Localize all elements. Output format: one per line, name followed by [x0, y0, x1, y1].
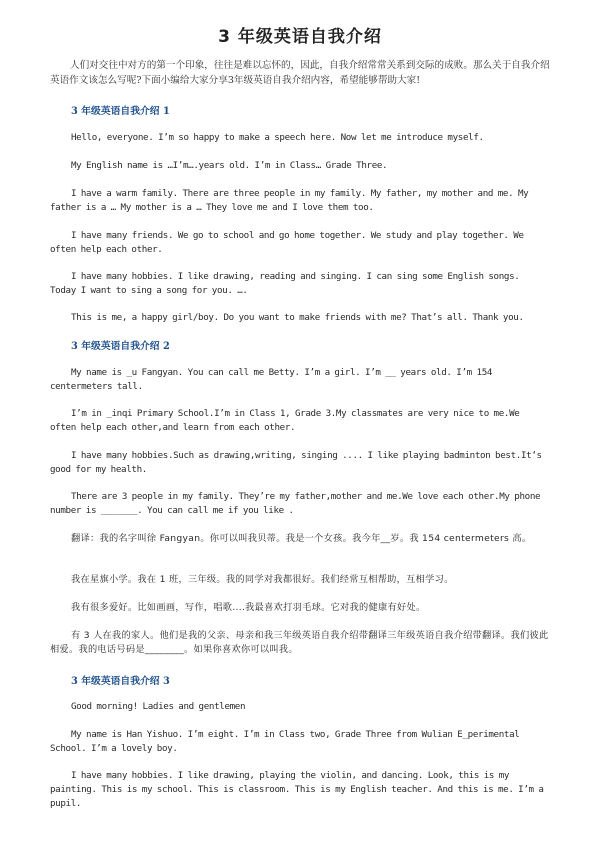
section-heading-3: 3 年级英语自我介绍 3 [71, 676, 170, 687]
paragraph: I have many hobbies.Such as drawing,writing, singing .... I like playing badminton best.It‘s good for my health. [50, 450, 542, 475]
paragraph: I have many hobbies. I like drawing, reading and singing. I can sing some English songs. Today I want to sing a song for you. …. [50, 271, 520, 296]
translation-paragraph: 翻译：我的名字叫徐 Fangyan。你可以叫我贝蒂。我是一个女孩。我今年__岁。我 154 centermeters 高。 [71, 533, 532, 544]
paragraph: This is me, a happy girl/boy. Do you want to make friends with me? That’s all. Thank you. [71, 312, 524, 323]
translation-paragraph: 我有很多爱好。比如画画，写作，唱歌....我最喜欢打羽毛球。它对我的健康有好处。 [71, 602, 426, 613]
paragraph: My name is _u Fangyan. You can call me Betty. I’m a girl. I’m __ years old. I’m 154 centermeters tall. [50, 367, 493, 392]
paragraph: Hello, everyone. I’m so happy to make a speech here. Now let me introduce myself. [71, 132, 484, 143]
paragraph: I’m in _inqi Primary School.I’m in Class 1, Grade 3.My classmates are very nice to me.We often help each other,and learn from each other. [50, 408, 520, 433]
intro-paragraph: 人们对交往中对方的第一个印象，往往是难以忘怀的，因此，自我介绍常常关系到交际的成败。那么关于自我介绍英语作文该怎么写呢?下面小编给大家分享3年级英语自我介绍内容，希望能够帮助大家! [50, 60, 550, 86]
translation-paragraph: 有 3 人在我的家人。他们是我的父亲、母亲和我三年级英语自我介绍带翻译三年级英语自我介绍带翻译。我们彼此相爱。我的电话号码是________。如果你喜欢你可以叫我。 [50, 630, 549, 655]
paragraph: I have many friends. We go to school and go home together. We study and play together. We often help each other. [50, 230, 524, 255]
section-heading-2: 3 年级英语自我介绍 2 [71, 341, 170, 352]
section-heading-1: 3 年级英语自我介绍 1 [71, 106, 170, 117]
paragraph: Good morning! Ladies and gentlemen [71, 701, 246, 712]
paragraph: I have a warm family. There are three people in my family. My father, my mother and me. My father is a … My mother is a … They love me and I love them too. [50, 188, 529, 213]
translation-paragraph: 我在星旗小学。我在 1 班，三年级。我的同学对我都很好。我们经常互相帮助，互相学习。 [71, 574, 454, 585]
paragraph: My English name is …I’m….years old. I’m in Class… Grade Three. [71, 160, 388, 171]
paragraph: My name is Han Yishuo. I’m eight. I’m in Class two, Grade Three from Wulian E_perimental School. I’m a lovely boy. [50, 729, 520, 754]
paragraph: There are 3 people in my family. They’re my father,mother and me.We love each other.My phone number is _______. You can call me if you like . [50, 491, 541, 516]
paragraph: I have many hobbies. I like drawing, playing the violin, and dancing. Look, this is my painting. This is my school. This is classroom. This is my English teacher. And this is me. I’m a pupil. [50, 770, 544, 809]
page-title: 3 年级英语自我介绍 [218, 27, 382, 47]
